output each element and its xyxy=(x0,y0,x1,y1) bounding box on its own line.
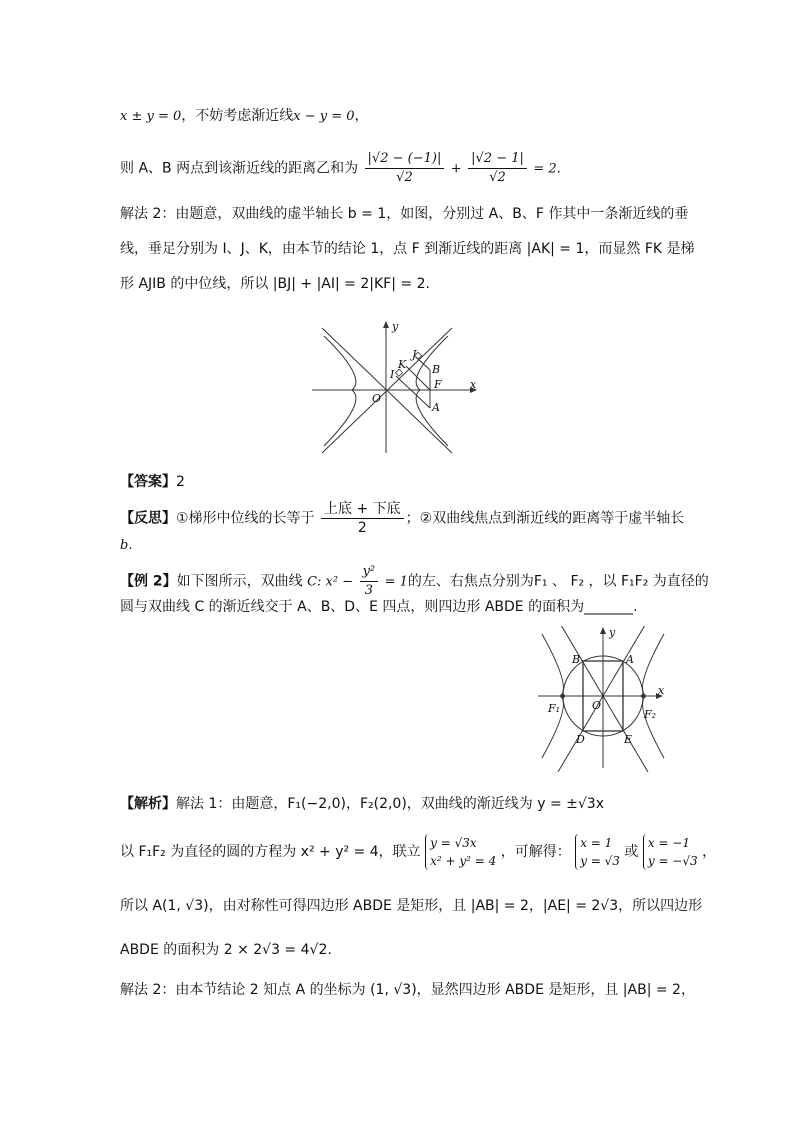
denominator: √2 xyxy=(489,170,506,185)
example-label: 【例 2】 xyxy=(120,573,177,590)
fraction xyxy=(365,150,445,187)
equation: x − y = 0 xyxy=(293,109,355,124)
equation-system xyxy=(425,834,496,870)
label-F: F xyxy=(434,378,442,391)
label-x: x xyxy=(470,378,477,391)
equation: x = −1 xyxy=(647,836,690,850)
text: b. xyxy=(120,538,133,553)
label-K: K xyxy=(398,358,407,371)
label-B: B xyxy=(572,653,581,666)
denominator: √2 xyxy=(396,170,413,185)
label-O: O xyxy=(592,699,602,712)
text: 如下图所示，双曲线 xyxy=(176,573,303,590)
perpendicular-AI xyxy=(396,376,430,408)
text: 或 xyxy=(624,844,639,860)
numerator: y² xyxy=(360,563,379,582)
text: ， xyxy=(702,844,717,860)
text: 解法 1：由题意，F₁(−2,0)，F₂(2,0)，双曲线的渐近线为 y = ±√3x xyxy=(176,796,605,812)
answer-value: 2 xyxy=(176,474,185,490)
paragraph-line: 所以 A(1, √3)，由对称性可得四边形 ABDE 是矩形，且 |AB| = 2，|AE| = 2√3，所以四边形 xyxy=(120,898,703,914)
paragraph-line: ABDE 的面积为 2 × 2√3 = 4√2. xyxy=(120,942,332,958)
text: 的左、右焦点分别为 xyxy=(407,573,534,590)
paragraph-line: 解法 2：由本节结论 2 知点 A 的坐标为 (1, √3)，显然四边形 ABDE 是矩形，且 |AB| = 2， xyxy=(120,982,695,998)
paragraph-line: 圆与双曲线 C 的渐近线交于 A、B、D、E 四点，则四边形 ABDE 的面积为_______. xyxy=(120,599,638,615)
figure-hyperbola-circle xyxy=(538,626,668,772)
paragraph-line: 线，垂足分别为 I、J、K，由本节的结论 1，点 F 到渐近线的距离 |AK| = 1，而显然 FK 是梯 xyxy=(120,241,695,257)
label-J: J xyxy=(412,348,417,361)
numerator: 上底 + 下底 xyxy=(321,500,404,519)
numerator: |√2 − (−1)| xyxy=(365,150,445,169)
example-line xyxy=(120,563,709,600)
perpendicular-FK xyxy=(406,366,430,390)
y-axis-arrow xyxy=(383,321,389,328)
denominator: 3 xyxy=(364,583,373,598)
label-y: y xyxy=(392,320,399,333)
equation: x ± y = 0 xyxy=(120,109,182,124)
answer-line xyxy=(120,472,185,492)
text: 则 A、B 两点到该渐近线的距离乙和为 xyxy=(120,160,359,177)
fraction xyxy=(360,563,379,600)
figure-hyperbola-trapezoid xyxy=(312,318,482,458)
label-x: x xyxy=(658,684,665,697)
label-D: D xyxy=(576,733,585,746)
line-distance-sum xyxy=(120,150,561,187)
text: ①梯形中位线的长等于 xyxy=(176,510,315,527)
line-asymptote xyxy=(120,106,369,127)
text: F₁ 、 F₂ ，以 F₁F₂ 为直径的 xyxy=(533,573,709,590)
focus-F1 xyxy=(561,694,565,698)
text: ， xyxy=(354,108,369,124)
equation: = 2. xyxy=(533,161,561,177)
text: ；②双曲线焦点到渐近线的距离等于虚半轴长 xyxy=(405,510,685,527)
hyperbola-right-branch xyxy=(416,336,448,446)
hyperbola-left-branch xyxy=(324,336,356,446)
label-F2: F₂ xyxy=(644,708,657,721)
solution-line xyxy=(120,794,604,814)
fraction xyxy=(468,150,527,187)
paragraph-line: 解法 2：由题意，双曲线的虚半轴长 b = 1，如图，分别过 A、B、F 作其中一条渐近线的垂 xyxy=(120,206,689,222)
y-axis-arrow xyxy=(600,627,606,634)
denominator: 2 xyxy=(357,520,367,536)
paragraph-line xyxy=(120,535,132,556)
text: 以 F₁F₂ 为直径的圆的方程为 x² + y² = 4，联立 xyxy=(120,844,421,860)
equation: x² + y² = 4 xyxy=(430,854,497,868)
equation: C: x² − xyxy=(307,574,354,590)
equation: x = 1 xyxy=(580,836,613,850)
reflection-label: 【反思】 xyxy=(120,510,176,527)
reflection-line xyxy=(120,500,684,537)
operator: + xyxy=(450,161,462,177)
fraction xyxy=(321,500,404,537)
label-y: y xyxy=(609,626,616,639)
equation: y = √3 xyxy=(580,854,620,868)
label-O: O xyxy=(372,392,382,405)
numerator: |√2 − 1| xyxy=(468,150,527,169)
solution-label: 【解析】 xyxy=(120,796,176,812)
answer-label: 【答案】 xyxy=(120,474,176,490)
equation: y = −√3 xyxy=(647,854,698,868)
equation: y = √3x xyxy=(430,836,477,850)
text: ，不妨考虑渐近线 xyxy=(181,108,294,124)
label-E: E xyxy=(624,733,633,746)
label-B: B xyxy=(432,363,441,376)
solution-system-line xyxy=(120,834,716,870)
text: ，可解得： xyxy=(500,844,571,860)
label-F1: F₁ xyxy=(548,702,561,715)
equation-system xyxy=(643,834,698,870)
label-A: A xyxy=(432,401,440,414)
equation: = 1 xyxy=(384,574,408,590)
label-A: A xyxy=(626,653,634,666)
equation-system xyxy=(575,834,620,870)
label-I: I xyxy=(390,368,395,381)
focus-F2 xyxy=(641,694,645,698)
paragraph-line: 形 AJIB 的中位线，所以 |BJ| + |AI| = 2|KF| = 2. xyxy=(120,276,430,292)
